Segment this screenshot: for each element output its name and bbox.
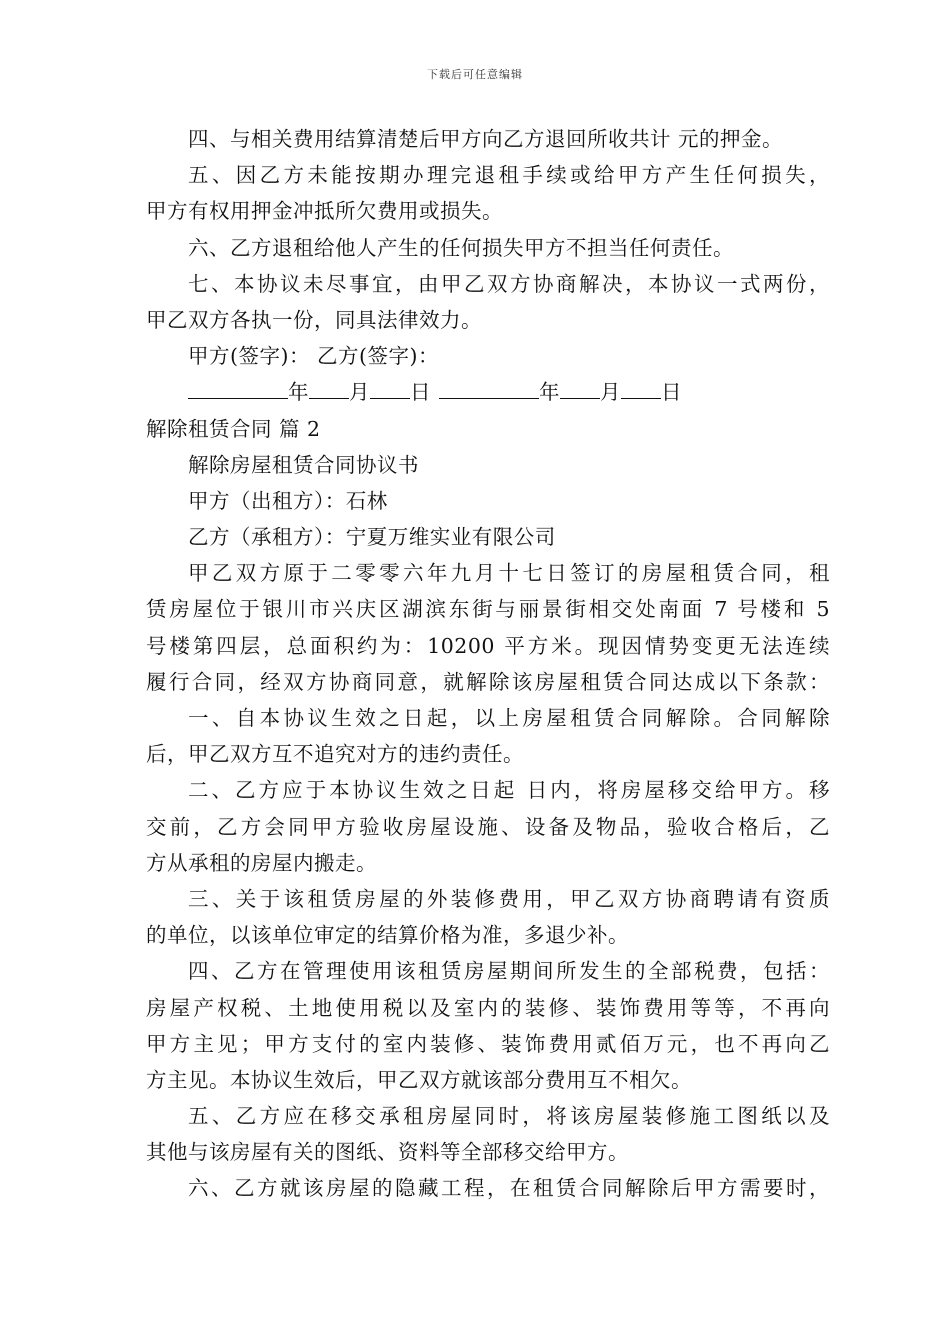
- agreement-title: 解除房屋租赁合同协议书: [188, 452, 419, 477]
- clause-line: 六、乙方退租给他人产生的任何损失甲方不担当任何责任。: [188, 235, 734, 260]
- clause-line: 履行合同，经双方协商同意，就解除该房屋租赁合同达成以下条款：: [146, 669, 830, 694]
- day-blank: [370, 376, 410, 399]
- clause-line: 甲方主见；甲方支付的室内装修、装饰费用贰佰万元，也不再向乙: [146, 1031, 830, 1056]
- clause-line: 五、乙方应在移交承租房屋同时，将该房屋装修施工图纸以及: [188, 1104, 830, 1129]
- clause-line: 七、本协议未尽事宜，由甲乙双方协商解决，本协议一式两份，: [188, 271, 830, 296]
- clause-line: 其他与该房屋有关的图纸、资料等全部移交给甲方。: [146, 1140, 629, 1165]
- clause-line: 交前，乙方会同甲方验收房屋设施、设备及物品，验收合格后，乙: [146, 814, 830, 839]
- clause-line: 四、乙方在管理使用该租赁房屋期间所发生的全部税费，包括：: [188, 959, 830, 984]
- clause-line: 方从承租的房屋内搬走。: [146, 850, 377, 875]
- year-blank: [188, 376, 288, 399]
- clause-line: 三、关于该租赁房屋的外装修费用，甲乙双方协商聘请有资质: [188, 886, 830, 911]
- clause-line: 甲乙双方原于二零零六年九月十七日签订的房屋租赁合同，租: [188, 561, 830, 586]
- clause-line: 号楼第四层，总面积约为：10200 平方米。现因情势变更无法连续: [146, 633, 830, 658]
- clause-line: 甲方有权用押金冲抵所欠费用或损失。: [146, 199, 503, 224]
- clause-line: 甲乙双方各执一份，同具法律效力。: [146, 307, 482, 332]
- party-b-line: 乙方（承租方）：宁夏万维实业有限公司: [188, 525, 556, 550]
- clause-line: 后，甲乙双方互不追究对方的违约责任。: [146, 742, 524, 767]
- document-body: [146, 121, 830, 1207]
- day-blank: [621, 376, 661, 399]
- clause-line: 六、乙方就该房屋的隐藏工程，在租赁合同解除后甲方需要时，: [188, 1176, 830, 1201]
- signature-line: 甲方(签字)： 乙方(签字)：: [188, 344, 440, 369]
- year-blank: [439, 376, 539, 399]
- clause-line: 一、自本协议生效之日起，以上房屋租赁合同解除。合同解除: [188, 706, 830, 730]
- day-label: 日: [410, 380, 431, 405]
- month-label: 月: [349, 380, 370, 405]
- clause-line: 五、因乙方未能按期办理完退租手续或给甲方产生任何损失，: [188, 163, 830, 188]
- month-blank: [560, 376, 600, 399]
- clause-line: 房屋产权税、土地使用税以及室内的装修、装饰费用等等，不再向: [146, 995, 830, 1020]
- section-title: 解除租赁合同 篇 2: [146, 416, 321, 441]
- clause-line: 方主见。本协议生效后，甲乙双方就该部分费用互不相欠。: [146, 1067, 692, 1092]
- clause-line: 的单位，以该单位审定的结算价格为准，多退少补。: [146, 923, 629, 948]
- clause-line: 赁房屋位于银川市兴庆区湖滨东街与丽景街相交处南面 7 号楼和 5: [146, 597, 830, 622]
- month-blank: [309, 376, 349, 399]
- day-label: 日: [661, 380, 682, 405]
- year-label: 年: [539, 380, 560, 405]
- year-label: 年: [288, 380, 309, 405]
- clause-line: 二、乙方应于本协议生效之日起 日内，将房屋移交给甲方。移: [188, 778, 830, 803]
- page-header-note: 下载后可任意编辑: [427, 68, 523, 81]
- month-label: 月: [600, 380, 621, 405]
- clause-line: 四、与相关费用结算清楚后甲方向乙方退回所收共计 元的押金。: [188, 127, 784, 151]
- party-a-line: 甲方（出租方）：石林: [188, 488, 388, 513]
- date-line: [146, 374, 830, 410]
